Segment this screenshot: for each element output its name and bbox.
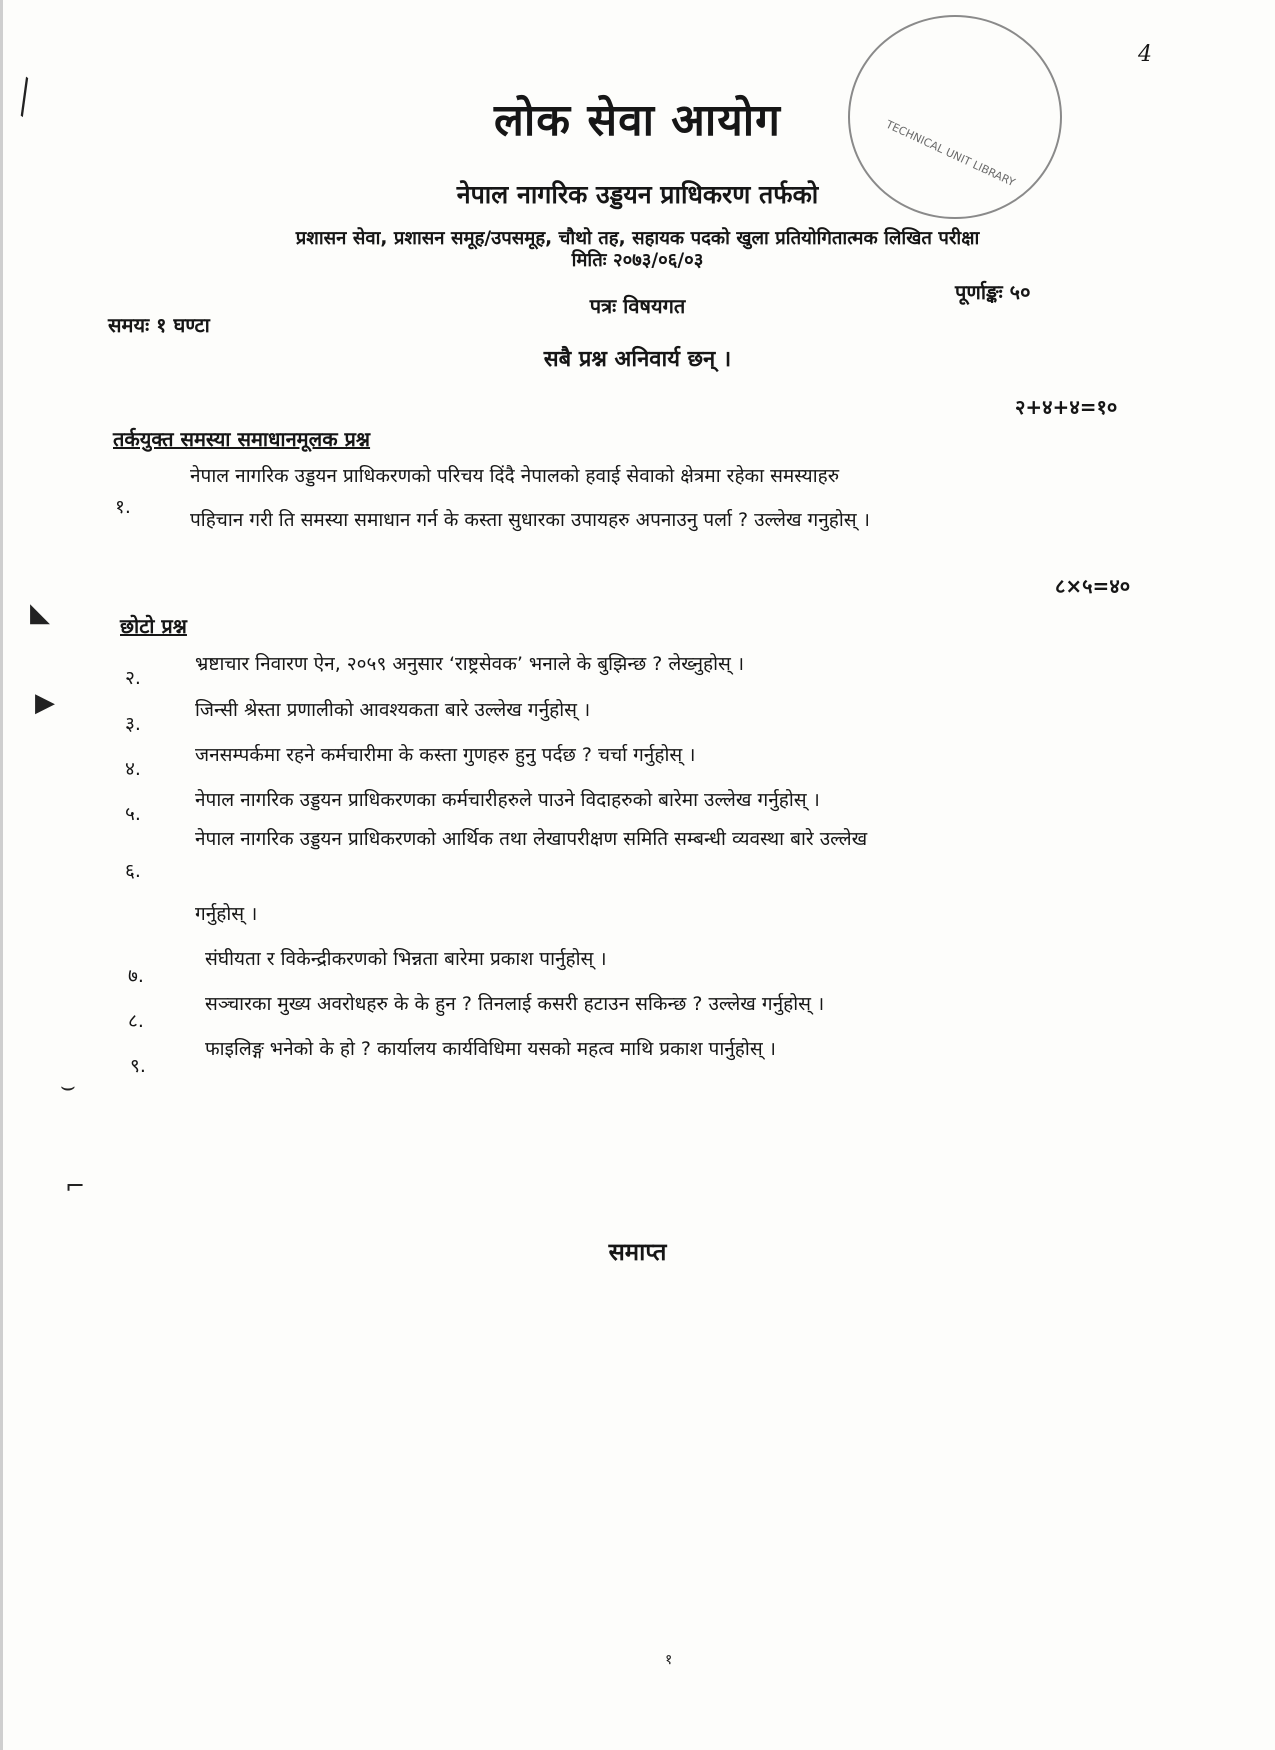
question-number: ७. — [128, 965, 144, 987]
scan-mark-left-2: ▶ — [35, 688, 55, 718]
scan-mark-top-left: ╲ — [6, 77, 42, 118]
organization-title: लोक सेवा आयोग — [494, 95, 781, 146]
exam-subtitle: नेपाल नागरिक उड्डयन प्राधिकरण तर्फको — [456, 180, 819, 209]
question-number: ३. — [125, 713, 141, 735]
question-text: सञ्चारका मुख्य अवरोधहरु के के हुन ? तिनलाई कसरी हटाउन सकिन्छ ? उल्लेख गर्नुहोस् । — [205, 993, 825, 1015]
exam-time: समयः १ घण्टा — [108, 313, 210, 337]
question-number: १. — [115, 496, 131, 518]
question-text: भ्रष्टाचार निवारण ऐन, २०५९ अनुसार ‘राष्ट्रसेवक’ भनाले के बुझिन्छ ? लेख्नुहोस् । — [195, 653, 745, 675]
scan-mark-left-4: ⌐ — [65, 1172, 86, 1200]
question-text: जनसम्पर्कमा रहने कर्मचारीमा के कस्ता गुणहरु हुनु पर्दछ ? चर्चा गर्नुहोस् । — [195, 744, 696, 766]
question-number: ९. — [130, 1055, 146, 1077]
section2-marks: ८×५=४० — [1055, 574, 1131, 598]
question-text: पहिचान गरी ति समस्या समाधान गर्न के कस्ता सुधारका उपायहरु अपनाउनु पर्ला ? उल्लेख गनुहोस् । — [190, 509, 870, 531]
question-text: गर्नुहोस् । — [195, 903, 258, 925]
question-text: नेपाल नागरिक उड्डयन प्राधिकरणका कर्मचारीहरुले पाउने विदाहरुको बारेमा उल्लेख गर्नुहोस् । — [195, 789, 820, 811]
bottom-page-mark: १ — [665, 1652, 673, 1668]
exam-description: प्रशासन सेवा, प्रशासन समूह/उपसमूह, चौथो तह, सहायक पदको खुला प्रतियोगितात्मक लिखित परीक्षा — [295, 228, 980, 249]
section2-heading: छोटो प्रश्न — [120, 614, 187, 638]
paper-type: पत्रः विषयगत — [589, 294, 686, 318]
question-number: ८. — [128, 1010, 144, 1032]
section1-heading: तर्कयुक्त समस्या समाधानमूलक प्रश्न — [113, 427, 371, 451]
scan-mark-left-3: ⌣ — [60, 1072, 76, 1100]
full-marks: पूर्णाङ्कः ५० — [955, 280, 1031, 304]
question-text: नेपाल नागरिक उड्डयन प्राधिकरणको परिचय दिंदै नेपालको हवाई सेवाको क्षेत्रमा रहेका समस्याहरु — [190, 465, 840, 487]
question-number: ५. — [125, 803, 141, 825]
scan-mark-left-1: ◣ — [30, 598, 50, 628]
question-number: २. — [125, 667, 141, 689]
stamp-text: TECHNICAL UNIT LIBRARY — [883, 117, 1018, 190]
question-number: ४. — [125, 758, 141, 780]
question-number: ६. — [125, 860, 141, 882]
question-text: संघीयता र विकेन्द्रीकरणको भिन्नता बारेमा प्रकाश पार्नुहोस् । — [205, 948, 607, 970]
exam-date: मितिः २०७३/०६/०३ — [571, 250, 704, 271]
question-text: फाइलिङ्ग भनेको के हो ? कार्यालय कार्यविधिमा यसको महत्व माथि प्रकाश पार्नुहोस् । — [205, 1038, 776, 1060]
question-text: जिन्सी श्रेस्ता प्रणालीको आवश्यकता बारे उल्लेख गर्नुहोस् । — [195, 699, 591, 721]
section1-marks: २+४+४=१० — [1015, 395, 1118, 419]
end-marker: समाप्त — [608, 1238, 667, 1266]
question-text: नेपाल नागरिक उड्डयन प्राधिकरणको आर्थिक तथा लेखापरीक्षण समिति सम्बन्धी व्यवस्था बारे उल्लेख — [195, 828, 868, 850]
page-number: 4 — [1138, 42, 1152, 67]
instruction: सबै प्रश्न अनिवार्य छन् । — [543, 347, 732, 372]
